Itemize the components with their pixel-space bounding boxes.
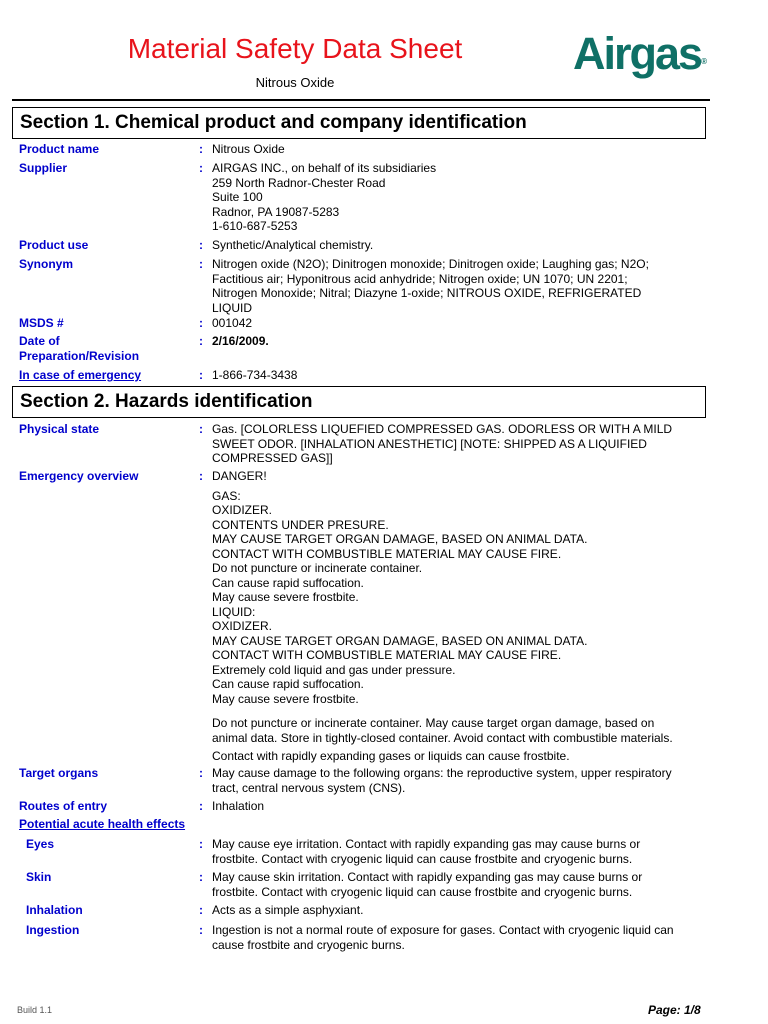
colon: : — [199, 238, 203, 252]
line: AIRGAS INC., on behalf of its subsidiaries — [212, 161, 437, 175]
colon: : — [199, 923, 203, 937]
value-routes-of-entry — [212, 799, 704, 814]
value-product-name — [212, 142, 704, 157]
line: OXIDIZER. — [212, 503, 273, 517]
label-synonym: Synonym — [19, 257, 74, 271]
line: OXIDIZER. — [212, 619, 273, 633]
value-ingestion — [212, 923, 704, 952]
line: May cause severe frostbite. — [212, 691, 359, 706]
line: 259 North Radnor-Chester Road — [212, 175, 386, 190]
build-label: Build 1.1 — [17, 1005, 53, 1015]
line: 001042 — [212, 316, 253, 330]
line: Gas. [COLORLESS LIQUEFIED COMPRESSED GAS. ODORLESS OR WITH A MILD — [212, 422, 673, 436]
line: COMPRESSED GAS]] — [212, 451, 333, 465]
line: LIQUID: — [212, 604, 256, 619]
label-emergency-overview: Emergency overview — [19, 469, 139, 483]
colon: : — [199, 469, 203, 483]
colon: : — [199, 837, 203, 851]
line: May cause skin irritation. Contact with rapidly expanding gas may cause burns or — [212, 870, 643, 884]
line: Do not puncture or incinerate container. May cause target organ damage, based on — [212, 716, 655, 730]
value-emergency-phone — [212, 368, 704, 383]
line: animal data. Store in tightly-closed container. Avoid contact with combustible materials. — [212, 730, 673, 745]
logo-text: Airgas — [573, 28, 702, 79]
header-divider — [12, 99, 710, 101]
label-eyes: Eyes — [26, 837, 55, 851]
colon: : — [199, 161, 203, 175]
label-line: Preparation/Revision — [19, 348, 140, 363]
colon: : — [199, 368, 203, 382]
value-msds-number — [212, 316, 704, 331]
line: CONTACT WITH COMBUSTIBLE MATERIAL MAY CAUSE FIRE. — [212, 546, 562, 561]
line: May cause damage to the following organs: the reproductive system, upper respiratory — [212, 766, 672, 780]
line: tract, central nervous system (CNS). — [212, 780, 406, 795]
label-ingestion: Ingestion — [26, 923, 80, 937]
document-subtitle: Nitrous Oxide — [255, 75, 335, 90]
line: May cause eye irritation. Contact with rapidly expanding gas may cause burns or — [212, 837, 641, 851]
value-product-use — [212, 238, 704, 253]
page-indicator: Page: 1/8 — [648, 1003, 701, 1017]
line: Inhalation — [212, 799, 265, 813]
line: LIQUID — [212, 300, 253, 315]
label-product-name: Product name — [19, 142, 100, 156]
label-product-use: Product use — [19, 238, 89, 252]
section-2-heading: Section 2. Hazards identification — [12, 386, 706, 418]
airgas-logo — [573, 28, 707, 80]
line: frostbite. Contact with cryogenic liquid can cause frostbite and cryogenic burns. — [212, 851, 633, 866]
line: DANGER! — [212, 469, 267, 483]
line: May cause severe frostbite. — [212, 590, 359, 604]
label-physical-state: Physical state — [19, 422, 100, 436]
label-msds-number: MSDS # — [19, 316, 64, 330]
link-potential-acute-health-effects[interactable]: Potential acute health effects — [19, 817, 186, 831]
colon: : — [199, 903, 203, 917]
value-physical-state — [212, 422, 704, 466]
line: Acts as a simple asphyxiant. — [212, 903, 364, 917]
line: MAY CAUSE TARGET ORGAN DAMAGE, BASED ON ANIMAL DATA. — [212, 532, 588, 546]
value-target-organs — [212, 766, 704, 795]
section-1-heading: Section 1. Chemical product and company identification — [12, 107, 706, 139]
line: 1-610-687-5253 — [212, 219, 298, 233]
line: Radnor, PA 19087-5283 — [212, 204, 340, 219]
value-date-revision — [212, 334, 704, 349]
colon: : — [199, 766, 203, 780]
value-supplier — [212, 161, 704, 234]
line: Ingestion is not a normal route of exposure for gases. Contact with cryogenic liquid can — [212, 923, 674, 937]
label-line: Date of — [19, 334, 60, 348]
colon: : — [199, 316, 203, 330]
line: Nitrogen Monoxide; Nitral; Diazyne 1-oxide; NITROUS OXIDE, REFRIGERATED — [212, 286, 642, 300]
colon: : — [199, 334, 203, 348]
colon: : — [199, 142, 203, 156]
registered-mark: ® — [701, 57, 707, 66]
label-supplier: Supplier — [19, 161, 68, 175]
label-target-organs: Target organs — [19, 766, 99, 780]
value-synonym — [212, 257, 704, 315]
line: frostbite. Contact with cryogenic liquid can cause frostbite and cryogenic burns. — [212, 884, 633, 899]
line: CONTACT WITH COMBUSTIBLE MATERIAL MAY CAUSE FIRE. — [212, 648, 562, 662]
line: Can cause rapid suffocation. — [212, 575, 364, 590]
line: CONTENTS UNDER PRESURE. — [212, 517, 389, 532]
value-skin — [212, 870, 704, 899]
spacer — [212, 706, 704, 716]
colon: : — [199, 257, 203, 271]
value-inhalation — [212, 903, 704, 918]
line: MAY CAUSE TARGET ORGAN DAMAGE, BASED ON ANIMAL DATA. — [212, 633, 588, 648]
line: Can cause rapid suffocation. — [212, 677, 364, 691]
line: Nitrogen oxide (N2O); Dinitrogen monoxide; Dinitrogen oxide; Laughing gas; N2O; — [212, 257, 649, 271]
line: 2/16/2009. — [212, 334, 269, 348]
label-date-revision — [19, 334, 194, 363]
colon: : — [199, 799, 203, 813]
line: Do not puncture or incinerate container. — [212, 561, 423, 575]
line: Extremely cold liquid and gas under pressure. — [212, 662, 456, 677]
label-inhalation: Inhalation — [26, 903, 83, 917]
line: Factitious air; Hyponitrous acid anhydride; Nitrogen oxide; UN 1070; UN 2201; — [212, 271, 628, 286]
colon: : — [199, 870, 203, 884]
line: SWEET ODOR. [INHALATION ANESTHETIC] [NOTE: SHIPPED AS A LIQUIFIED — [212, 436, 647, 451]
value-eyes — [212, 837, 704, 866]
label-routes-of-entry: Routes of entry — [19, 799, 108, 813]
line: Nitrous Oxide — [212, 142, 285, 156]
line: GAS: — [212, 488, 241, 503]
line: Contact with rapidly expanding gases or liquids can cause frostbite. — [212, 749, 570, 763]
value-emergency-overview — [212, 469, 704, 764]
line: Suite 100 — [212, 190, 263, 204]
line: cause frostbite and cryogenic burns. — [212, 937, 405, 952]
line: 1-866-734-3438 — [212, 368, 298, 382]
line: Synthetic/Analytical chemistry. — [212, 238, 374, 252]
label-skin: Skin — [26, 870, 52, 884]
colon: : — [199, 422, 203, 436]
document-title: Material Safety Data Sheet — [127, 33, 463, 64]
link-in-case-of-emergency[interactable]: In case of emergency — [19, 368, 142, 382]
